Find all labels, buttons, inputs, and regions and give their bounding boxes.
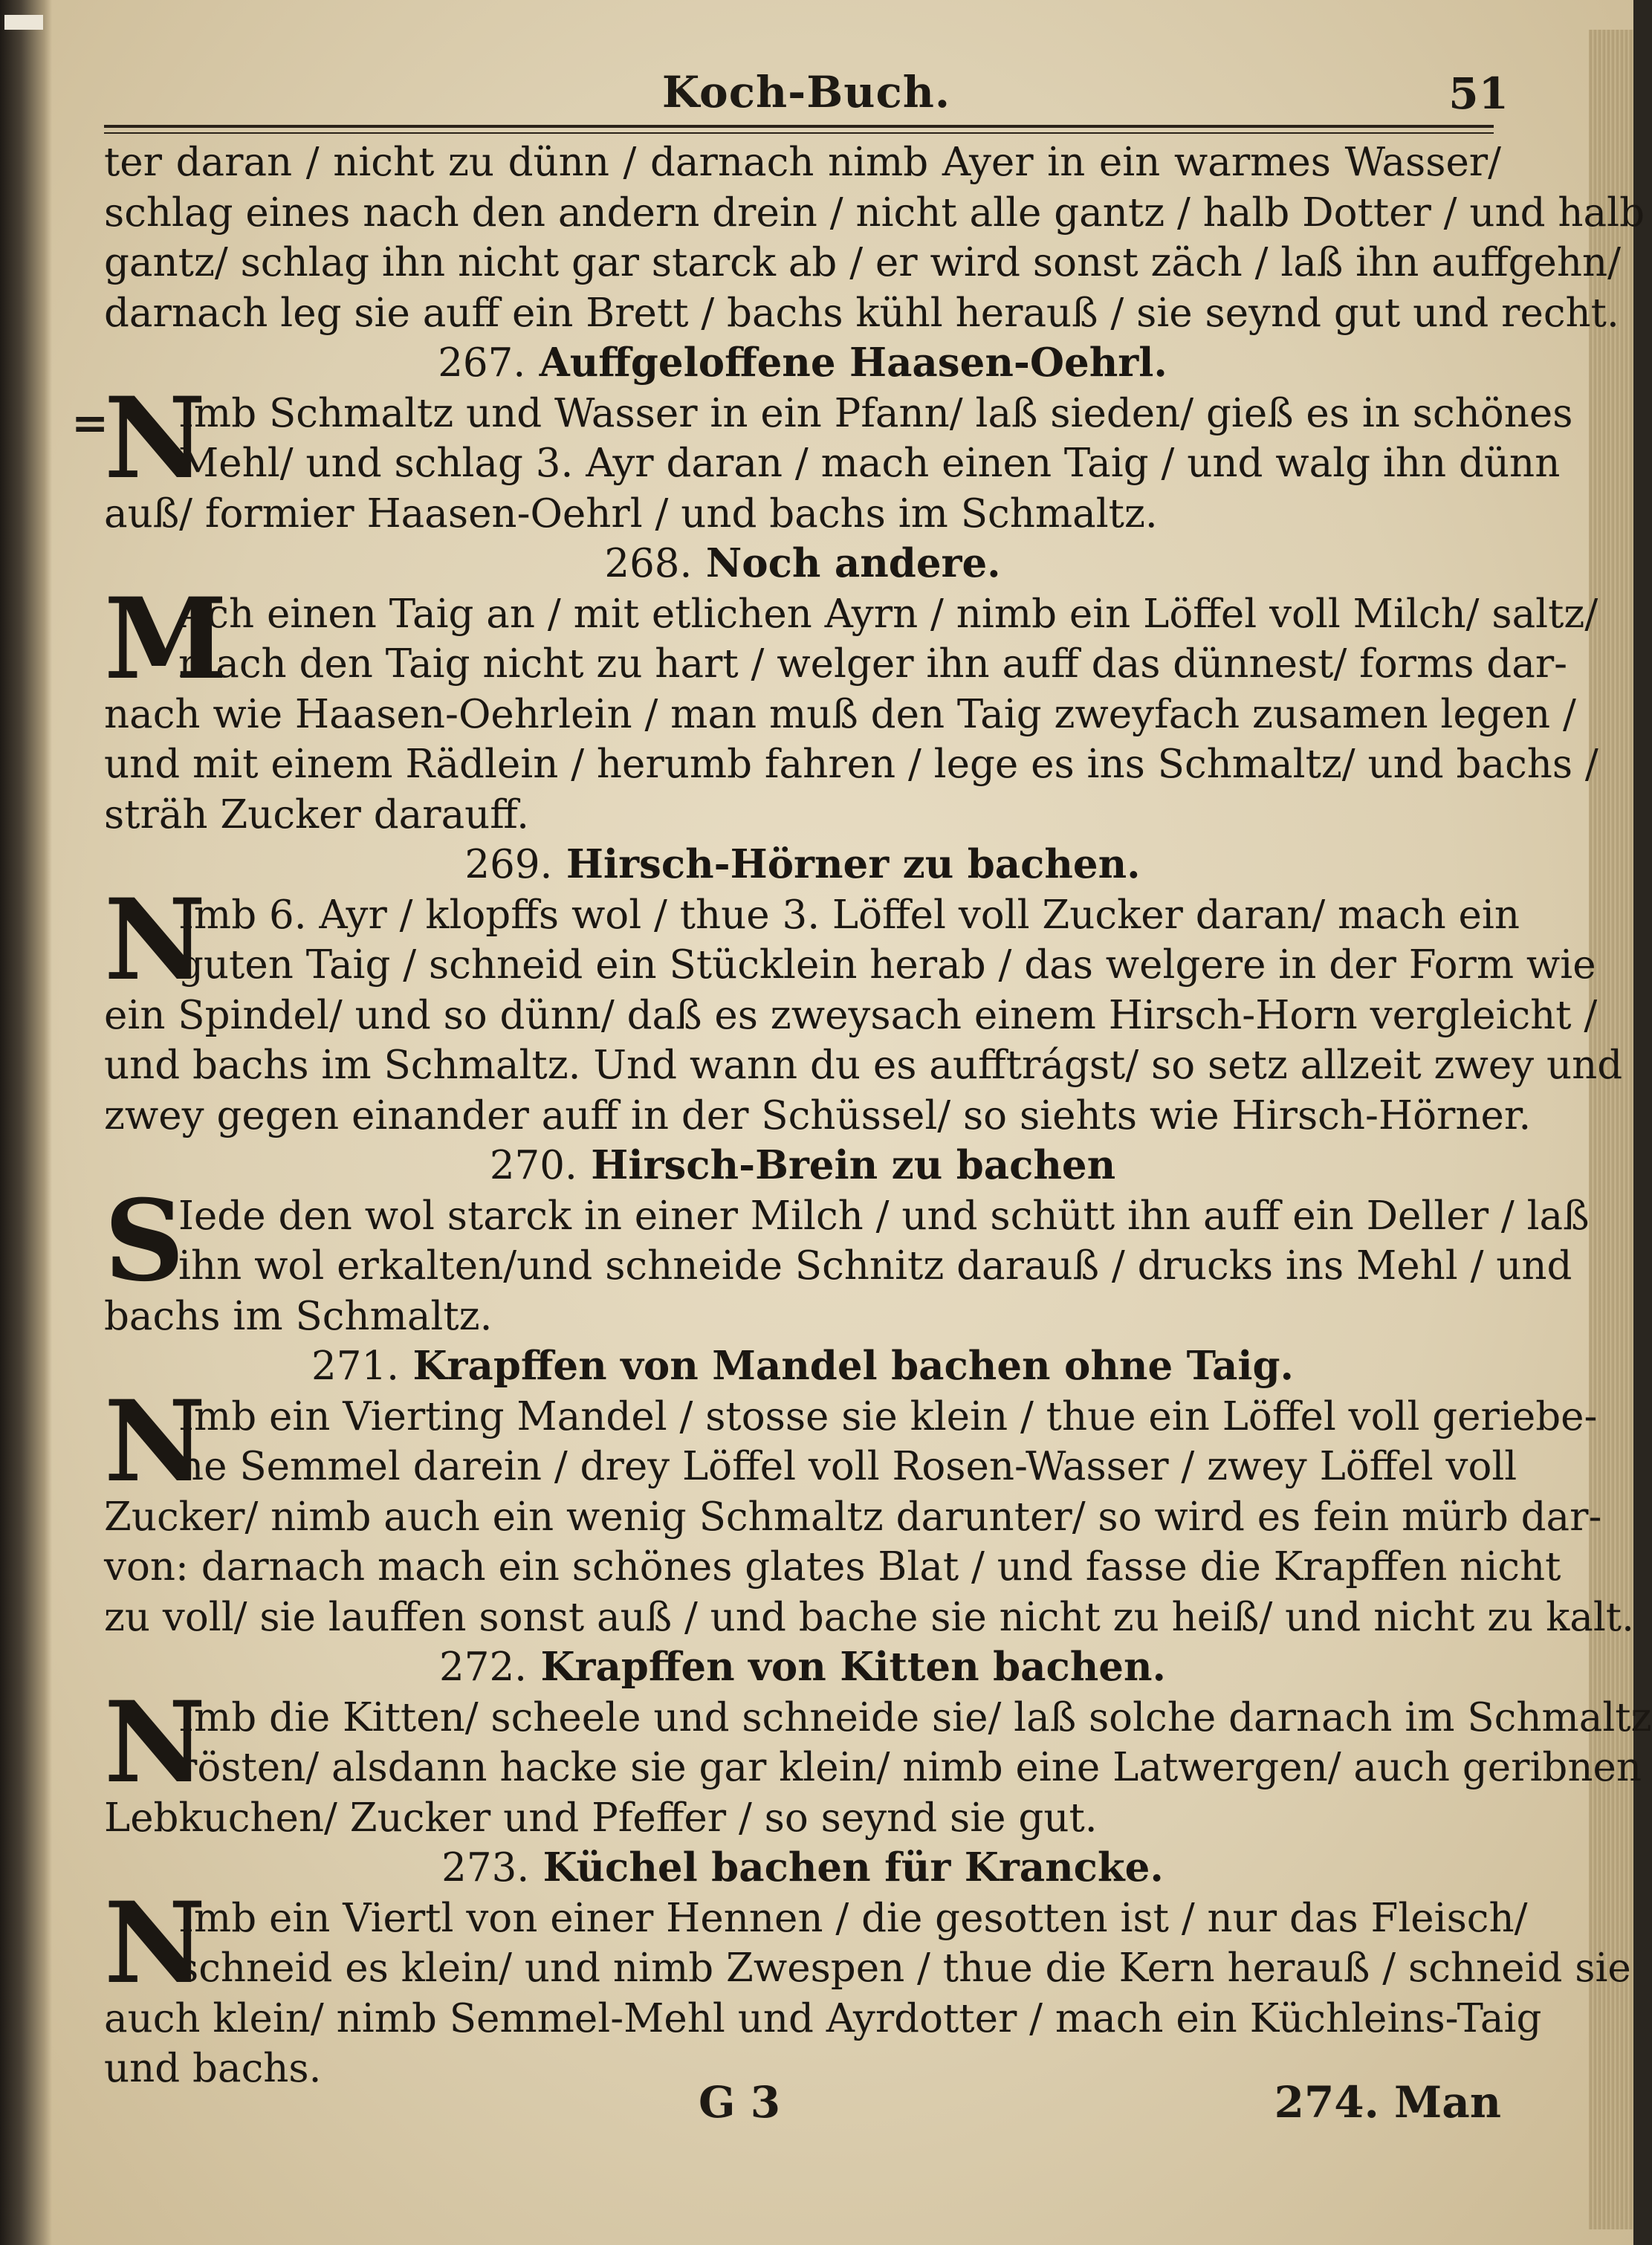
text-line (104, 137, 1501, 188)
recipe-title: Hirsch-Brein zu bachen (591, 1142, 1116, 1188)
recipe-text (104, 137, 1652, 2094)
recipe-title: Noch andere. (705, 540, 1001, 586)
line-text: Imb Schmaltz und Wasser in ein Pfann/ laß sieden/ gieß es in schönes (178, 390, 1573, 436)
text-line (104, 1442, 1517, 1492)
line-text: Ach einen Taig an / mit etlichen Ayrn / nimb ein Löffel voll Milch/ saltz/ (178, 591, 1598, 637)
text-line (104, 1241, 1572, 1292)
recipe-number: 268. (604, 541, 693, 586)
page-header (104, 67, 1509, 119)
binding-gutter (0, 0, 52, 2245)
drop-initial: N (104, 372, 207, 504)
line-text: Iede den wol starck in einer Milch / und schütt ihn auff ein Deller / laß (178, 1193, 1590, 1239)
text-line (104, 1292, 1501, 1342)
signature-mark: G 3 (699, 2077, 781, 2128)
line-text: und mit einem Rädlein / herumb fahren / lege es ins Schmaltz/ und bachs / (104, 742, 1598, 787)
recipe-heading (104, 840, 1501, 890)
recipe-title: Küchel bachen für Krancke. (542, 1844, 1164, 1891)
drop-initial: N (104, 1677, 207, 1808)
line-text: schlag eines nach den andern drein / nicht alle gantz / halb Dotter / und halb (104, 189, 1645, 236)
line-text: ihn wol erkalten/und schneide Schnitz darauß / drucks ins Mehl / und (178, 1243, 1572, 1289)
recipe-heading (104, 1843, 1501, 1893)
text-line (104, 639, 1568, 690)
line-text: sträh Zucker darauff. (104, 791, 529, 838)
text-line (104, 1743, 1642, 1793)
recipe-number: 269. (464, 842, 553, 887)
text-line (104, 1091, 1532, 1141)
line-text: Imb ein Viertl von einer Hennen / die gesotten ist / nur das Fleisch/ (178, 1895, 1528, 1941)
line-text: darnach leg sie auff ein Brett / bachs kühl herauß / sie seynd gut und recht. (104, 290, 1619, 336)
running-title: Koch-Buch. (661, 67, 951, 117)
page-fore-edge (1589, 30, 1633, 2229)
recipe-title: Hirsch-Hörner zu bachen. (566, 841, 1141, 887)
catchword: 274. Man (1274, 2077, 1501, 2128)
line-text: Imb 6. Ayr / klopffs wol / thue 3. Löffel voll Zucker daran/ mach ein (178, 892, 1520, 938)
recipe-number: 273. (441, 1845, 530, 1891)
text-line (104, 1994, 1542, 2044)
text-line (104, 1793, 1501, 1844)
line-text: nach wie Haasen-Oehrlein / man muß den Taig zweyfach zusamen legen / (104, 691, 1576, 737)
text-line (104, 1492, 1602, 1543)
drop-initial: N (104, 1376, 207, 1507)
text-line (104, 1593, 1634, 1643)
line-text: von: darnach mach ein schönes glates Blat / und fasse die Krapffen nicht (104, 1544, 1561, 1590)
line-text: ne Semmel darein / drey Löffel voll Rosen-Wasser / zwey Löffel voll (178, 1444, 1517, 1489)
gutter-paper-strip (4, 15, 43, 30)
text-line (104, 790, 1501, 840)
recipe-number: 267. (438, 340, 526, 386)
drop-initial: S (104, 1175, 185, 1306)
line-text: und bachs im Schmaltz. Und wann du es aufftrágst/ so setz allzeit zwey und (104, 1043, 1623, 1088)
recipe-number: 271. (311, 1344, 400, 1389)
text-line (104, 690, 1576, 740)
line-text: schneid es klein/ und nimb Zwespen / thue die Kern herauß / schneid sie (178, 1946, 1631, 1991)
line-text: guten Taig / schneid ein Stücklein herab / das welgere in der Form wie (178, 942, 1596, 988)
page-number: 51 (1448, 68, 1509, 119)
line-text: Lebkuchen/ Zucker und Pfeffer / so seynd sie gut. (104, 1795, 1098, 1841)
text-line (104, 438, 1561, 489)
line-text: auß/ formier Haasen-Oehrl / und bachs im Schmaltz. (104, 490, 1158, 537)
line-text: gantz/ schlag ihn nicht gar starck ab / er wird sonst zäch / laß ihn auffgehn/ (104, 240, 1622, 285)
recipe-title: Auffgeloffene Haasen-Oehrl. (539, 340, 1167, 386)
line-text: Imb die Kitten/ scheele und schneide sie/ laß solche darnach im Schmaltz (178, 1694, 1652, 1740)
line-text: bachs im Schmaltz. (104, 1293, 493, 1339)
line-text: ein Spindel/ und so dünn/ daß es zweysach einem Hirsch-Horn vergleicht / (104, 992, 1598, 1038)
page-footer (104, 2077, 1501, 2137)
recipe-heading (104, 1642, 1501, 1693)
line-text: rösten/ alsdann hacke sie gar klein/ nimb eine Latwergen/ auch geribnen (178, 1745, 1642, 1790)
recipe-heading (104, 338, 1501, 389)
recipe-heading (104, 1141, 1501, 1191)
drop-initial: N (104, 874, 207, 1005)
recipe-title: Krapffen von Kitten bachen. (540, 1644, 1166, 1690)
line-text: mach den Taig nicht zu hart / welger ihn auff das dünnest/ forms dar- (178, 641, 1568, 687)
line-text: und bachs. (104, 2046, 322, 2091)
text-line (104, 489, 1501, 540)
recipe-heading (104, 1341, 1501, 1392)
text-line (104, 1943, 1631, 1994)
line-text: Zucker/ nimb auch ein wenig Schmaltz darunter/ so wird es fein mürb dar- (104, 1494, 1602, 1540)
recipe-number: 270. (489, 1143, 577, 1188)
margin-dash-mark: = (71, 398, 109, 450)
recipe-title: Krapffen von Mandel bachen ohne Taig. (412, 1343, 1294, 1389)
line-text: auch klein/ nimb Semmel-Mehl und Ayrdotter / mach ein Küchleins-Taig (104, 1995, 1542, 2041)
line-text: Imb ein Vierting Mandel / stosse sie klein / thue ein Löffel voll geriebe- (178, 1393, 1598, 1439)
recipe-heading (104, 539, 1501, 589)
text-line (104, 991, 1598, 1041)
text-line (104, 288, 1619, 339)
drop-initial: M (104, 573, 228, 704)
text-line (104, 739, 1598, 790)
drop-initial: N (104, 1877, 207, 2009)
text-line (104, 940, 1596, 991)
line-text: zu voll/ sie lauffen sonst auß / und bache sie nicht zu heiß/ und nicht zu kalt. (104, 1594, 1634, 1640)
text-line (104, 188, 1645, 239)
text-line (104, 1542, 1561, 1593)
line-text: ter daran / nicht zu dünn / darnach nimb Ayer in ein warmes Wasser/ (104, 140, 1501, 185)
line-text: zwey gegen einander auff in der Schüssel/ so siehts wie Hirsch-Hörner. (104, 1092, 1532, 1138)
text-line (104, 1040, 1623, 1091)
recipe-number: 272. (439, 1645, 528, 1690)
header-rule (104, 125, 1494, 134)
line-text: Mehl/ und schlag 3. Ayr daran / mach einen Taig / und walg ihn dünn (178, 441, 1561, 486)
text-line (104, 238, 1622, 288)
